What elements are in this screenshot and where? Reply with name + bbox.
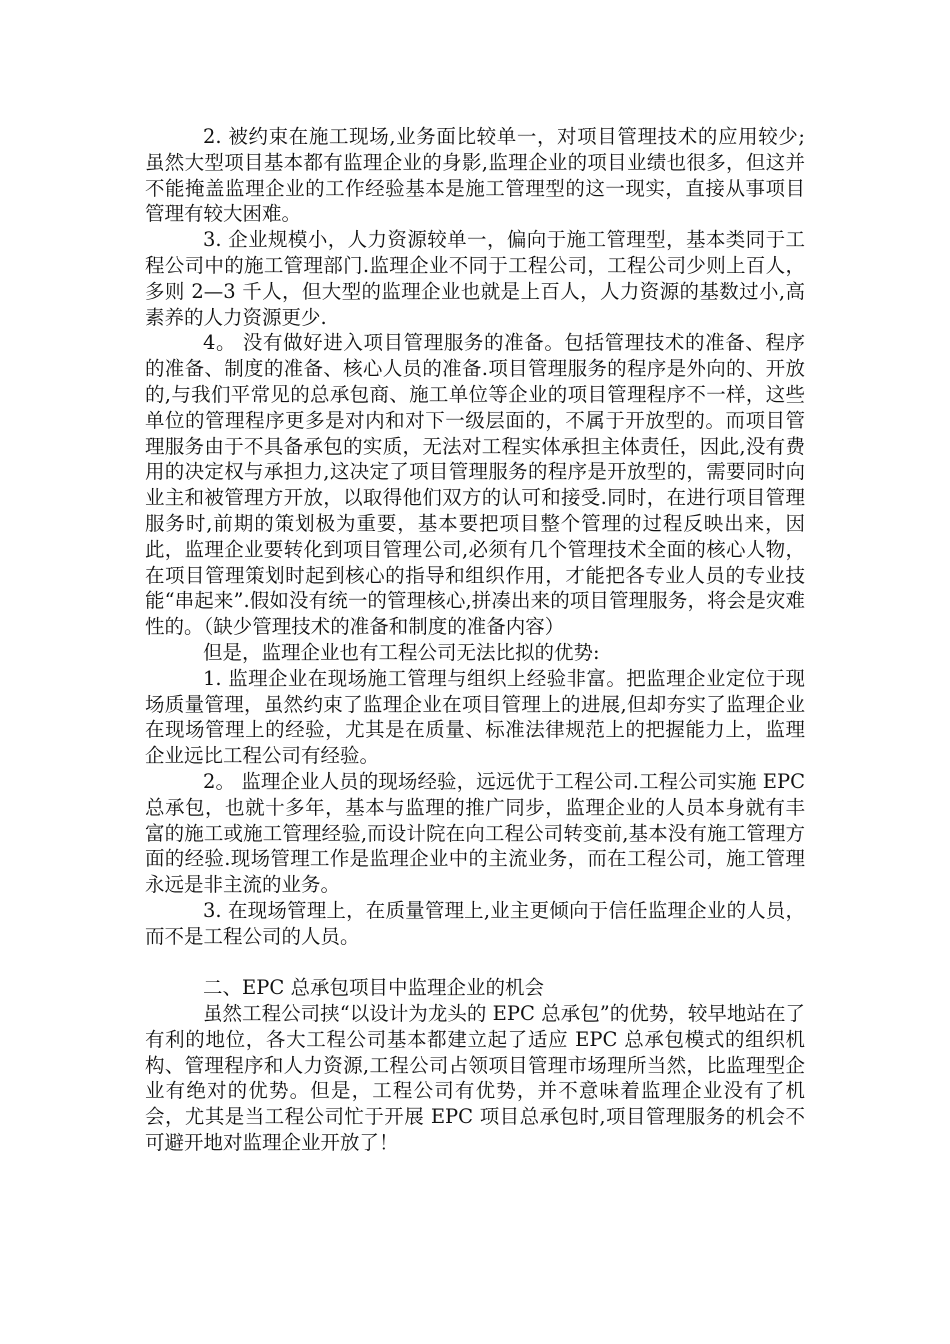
paragraph: 1. 监理企业在现场施工管理与组织上经验非富。把监理企业定位于现场质量管理，虽然约束了监理企业在项目管理上的进展,但却夯实了监理企业在现场管理上的经验，尤其是在质量、标准法律规范上的把握能力上，监理企业远比工程公司有经验。 xyxy=(145,666,805,768)
paragraph: 2. 被约束在施工现场,业务面比较单一，对项目管理技术的应用较少;虽然大型项目基本都有监理企业的身影,监理企业的项目业绩也很多，但这并不能掩盖监理企业的工作经验基本是施工管理型的这一现实，直接从事项目管理有较大困难。 xyxy=(145,125,805,226)
document-page xyxy=(145,124,805,1156)
paragraph: 虽然工程公司挟“以设计为龙头的 EPC 总承包”的优势，较早地站在了有利的地位，各大工程公司基本都建立起了适应 EPC 总承包模式的组织机构、管理程序和人力资源,工程公司占领项目管理市场理所当然，比监理型企业有绝对的优势。但是，工程公司有优势，并不意味着监理企业没有了机会，尤其是当工程公司忙于开展 EPC 项目总承包时,项目管理服务的机会不可避开地对监理企业开放了！ xyxy=(145,1002,805,1155)
paragraph: 3. 企业规模小，人力资源较单一，偏向于施工管理型，基本类同于工程公司中的施工管理部门.监理企业不同于工程公司，工程公司少则上百人，多则 2—3 千人，但大型的监理企业也就是上百人，人力资源的基数过小,高素养的人力资源更少. xyxy=(145,228,805,329)
section-heading: 二、EPC 总承包项目中监理企业的机会 xyxy=(203,976,544,1000)
paragraph-gap xyxy=(145,950,805,976)
paragraph: 4。 没有做好进入项目管理服务的准备。包括管理技术的准备、程序的准备、制度的准备、核心人员的准备.项目管理服务的程序是外向的、开放的,与我们平常见的总承包商、施工单位等企业的项目管理程序不一样，这些单位的管理程序更多是对内和对下一级层面的，不属于开放型的。而项目管理服务由于不具备承包的实质，无法对工程实体承担主体责任，因此,没有费用的决定权与承担力,这决定了项目管理服务的程序是开放型的，需要同时向业主和被管理方开放，以取得他们双方的认可和接受.同时，在进行项目管理服务时,前期的策划极为重要，基本要把项目整个管理的过程反映出来，因此，监理企业要转化到项目管理公司,必须有几个管理技术全面的核心人物，在项目管理策划时起到核心的指导和组织作用，才能把各专业人员的专业技能“串起来”.假如没有统一的管理核心,拼凑出来的项目管理服务，将会是灾难性的。（缺少管理技术的准备和制度的准备内容） xyxy=(145,331,805,639)
paragraph: 2。 监理企业人员的现场经验，远远优于工程公司.工程公司实施 EPC 总承包，也就十多年，基本与监理的推广同步，监理企业的人员本身就有丰富的施工或施工管理经验,而设计院在向工程公司转变前,基本没有施工管理方面的经验.现场管理工作是监理企业中的主流业务，而在工程公司，施工管理永远是非主流的业务。 xyxy=(145,769,805,897)
paragraph: 但是，监理企业也有工程公司无法比拟的优势: xyxy=(203,640,600,664)
paragraph: 3. 在现场管理上，在质量管理上,业主更倾向于信任监理企业的人员，而不是工程公司的人员。 xyxy=(145,898,805,948)
